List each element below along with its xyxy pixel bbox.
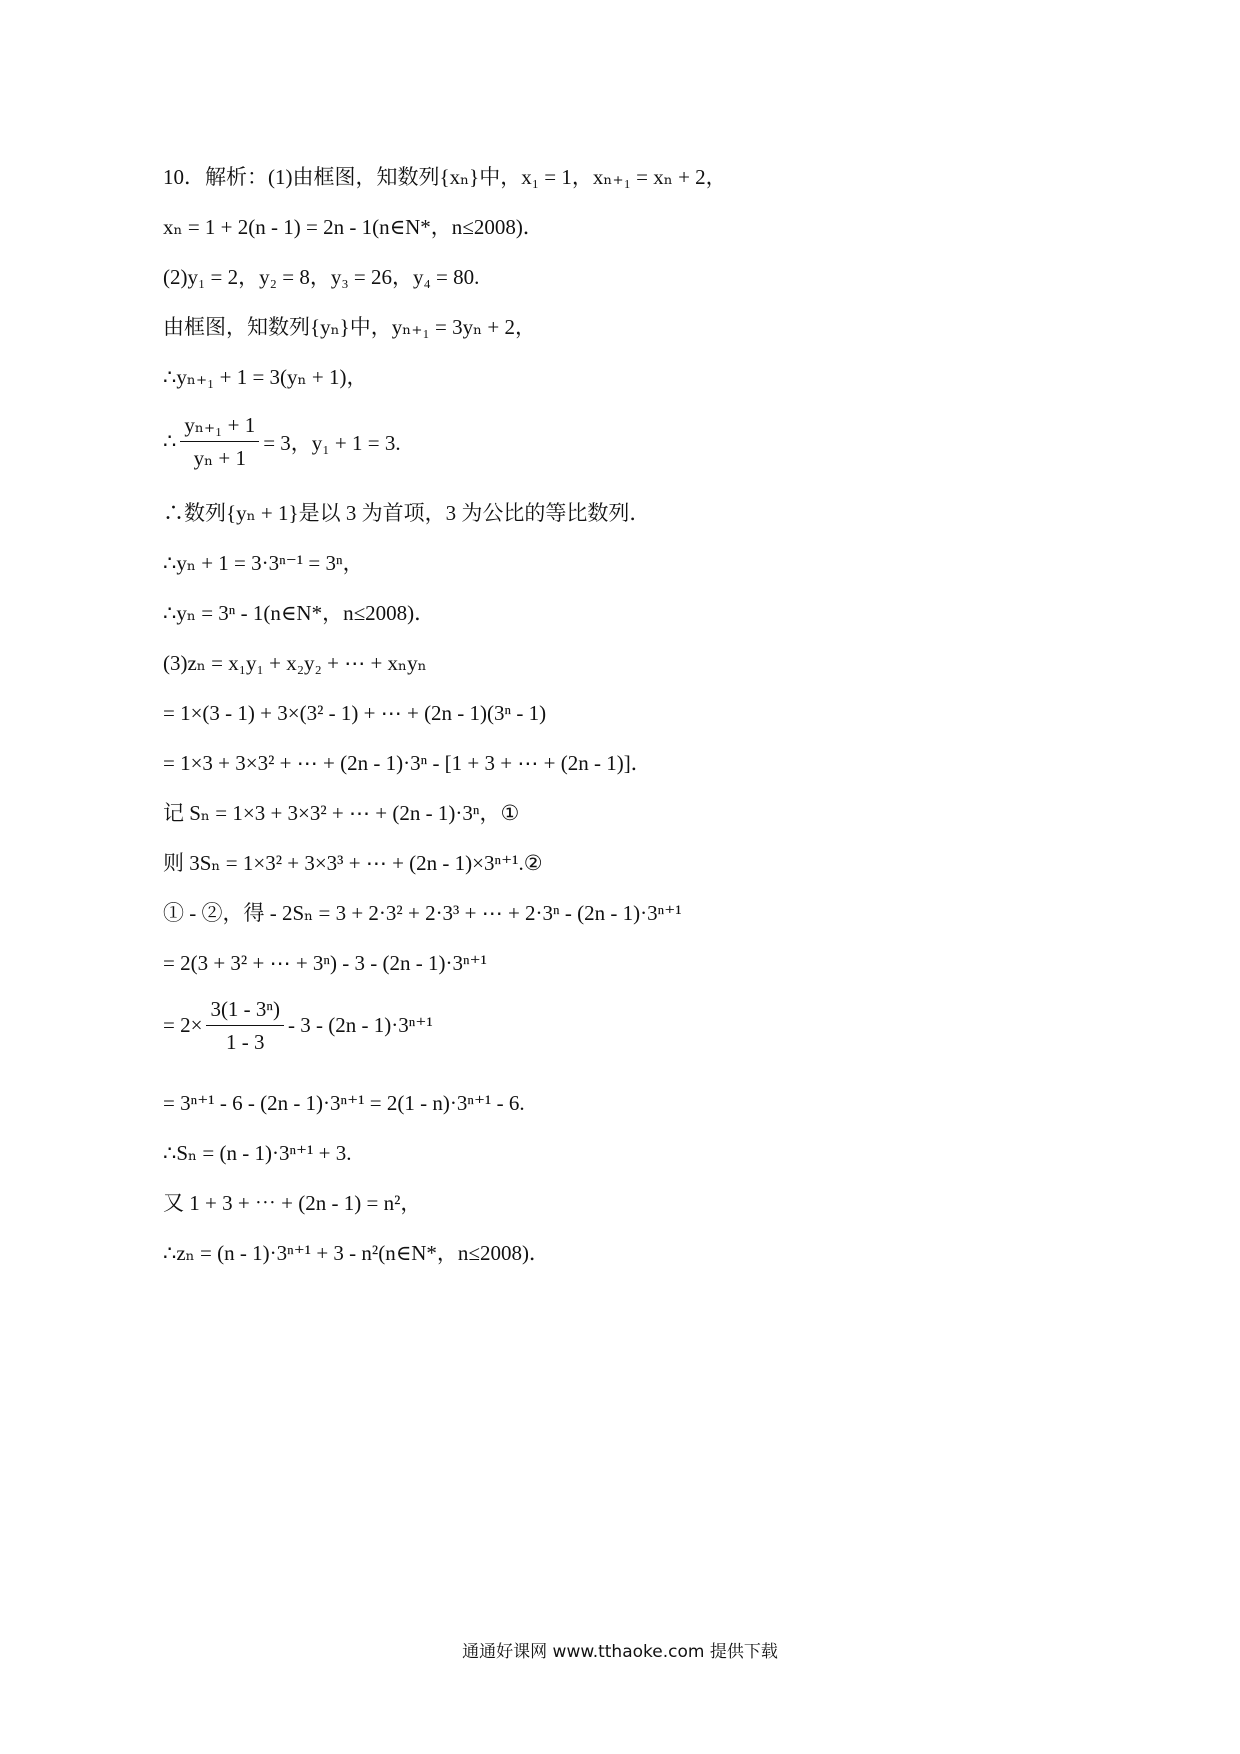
solution-line-3: (2)y₁ = 2，y₂ = 8，y₃ = 26，y₄ = 80. <box>163 265 480 289</box>
solution-line-2: xₙ = 1 + 2(n - 1) = 2n - 1(n∈N*，n≤2008)． <box>163 215 544 239</box>
solution-line-12: 记 Sₙ = 1×3 + 3×3² + ⋯ + (2n - 1)·3ⁿ，① <box>163 801 520 825</box>
solution-line-10: = 1×(3 - 1) + 3×(3² - 1) + ⋯ + (2n - 1)(3ⁿ - 1) <box>163 701 547 725</box>
fraction-1 <box>180 412 259 471</box>
solution-line-1: 10．解析：(1)由框图，知数列{xₙ}中，x₁ = 1，xₙ₊₁ = xₙ + 2， <box>163 165 727 189</box>
fraction-2-denominator: 1 - 3 <box>225 1030 265 1054</box>
solution-line-13: 则 3Sₙ = 1×3² + 3×3³ + ⋯ + (2n - 1)×3ⁿ⁺¹.② <box>163 851 543 875</box>
solution-line-15: = 2(3 + 3² + ⋯ + 3ⁿ) - 3 - (2n - 1)·3ⁿ⁺¹ <box>163 951 487 975</box>
fraction-1-numerator: yₙ₊₁ + 1 <box>180 412 259 442</box>
solution-line-17: ∴Sₙ = (n - 1)·3ⁿ⁺¹ + 3. <box>163 1141 352 1165</box>
solution-line-18: 又 1 + 3 + ⋯ + (2n - 1) = n²， <box>163 1191 422 1215</box>
fraction-2-prefix: = 2× <box>163 1013 203 1037</box>
fraction-1-suffix: = 3，y₁ + 1 = 3. <box>263 430 401 455</box>
fraction-line-ratio <box>163 412 401 471</box>
footer-text: 通通好课网 www.tthaoke.com 提供下载 <box>462 1642 778 1662</box>
fraction-1-denominator: yₙ + 1 <box>193 446 247 470</box>
solution-line-5: ∴yₙ₊₁ + 1 = 3(yₙ + 1)， <box>163 365 368 389</box>
fraction-2-numerator: 3(1 - 3ⁿ) <box>206 996 284 1026</box>
fraction-line-sum <box>163 996 433 1055</box>
solution-line-9: (3)zₙ = x₁y₁ + x₂y₂ + ⋯ + xₙyₙ <box>163 651 427 675</box>
solution-line-11: = 1×3 + 3×3² + ⋯ + (2n - 1)·3ⁿ - [1 + 3 + ⋯ + (2n - 1)]． <box>163 751 652 775</box>
solution-line-8: ∴yₙ = 3ⁿ - 1(n∈N*，n≤2008)． <box>163 601 436 625</box>
fraction-2 <box>206 996 284 1055</box>
solution-line-14: ① - ②，得 - 2Sₙ = 3 + 2·3² + 2·3³ + ⋯ + 2·3ⁿ - (2n - 1)·3ⁿ⁺¹ <box>163 901 682 925</box>
solution-line-16: = 3ⁿ⁺¹ - 6 - (2n - 1)·3ⁿ⁺¹ = 2(1 - n)·3ⁿ⁺¹ - 6. <box>163 1091 525 1115</box>
solution-line-6: ∴数列{yₙ + 1}是以 3 为首项，3 为公比的等比数列． <box>163 501 651 525</box>
solution-line-7: ∴yₙ + 1 = 3·3ⁿ⁻¹ = 3ⁿ， <box>163 551 364 575</box>
fraction-2-suffix: - 3 - (2n - 1)·3ⁿ⁺¹ <box>288 1013 433 1037</box>
fraction-1-prefix: ∴ <box>163 429 177 453</box>
solution-line-4: 由框图，知数列{yₙ}中，yₙ₊₁ = 3yₙ + 2， <box>163 315 537 339</box>
solution-line-19: ∴zₙ = (n - 1)·3ⁿ⁺¹ + 3 - n²(n∈N*，n≤2008)． <box>163 1241 550 1265</box>
